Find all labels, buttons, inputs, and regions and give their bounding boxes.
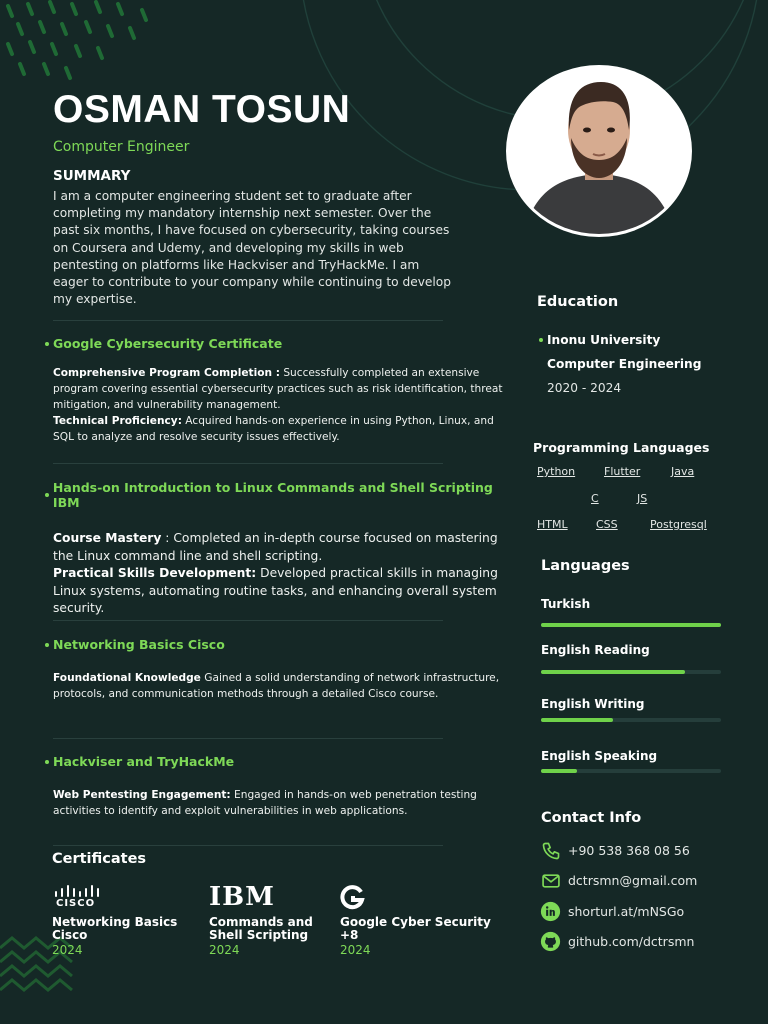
education-years: 2020 - 2024 xyxy=(547,381,622,395)
language-level-fill xyxy=(541,718,613,722)
bullet-icon xyxy=(539,338,543,342)
language-level-fill xyxy=(541,670,685,674)
language-level-bar xyxy=(541,623,721,627)
bullet-icon xyxy=(45,643,49,647)
item-label: Foundational Knowledge xyxy=(53,672,201,684)
dash-pattern-decoration xyxy=(0,0,170,90)
summary-text: I am a computer engineering student set to graduate after completing my mandatory internship next semester. Over the past six months, I have focused on cybersecurity, taking courses on Coursera and Udemy, and developing my skills in web pentesting on platforms like Hackviser and TryHackMe. I am eager to contribute to your company while continuing to develop my expertise. xyxy=(53,189,451,307)
experience-description xyxy=(53,787,515,819)
language-label: English Reading xyxy=(541,643,650,657)
education-degree: Computer Engineering xyxy=(547,357,702,371)
language-level-fill xyxy=(541,769,577,773)
bullet-icon xyxy=(45,493,49,497)
github-url: github.com/dctrsmn xyxy=(568,934,695,949)
certificates-heading: Certificates xyxy=(52,851,147,867)
item-label: Technical Proficiency: xyxy=(53,415,182,427)
contact-linkedin[interactable] xyxy=(540,901,684,922)
item-label: Course Mastery xyxy=(53,531,162,545)
experience-description xyxy=(53,365,515,445)
job-title: Computer Engineer xyxy=(53,139,190,155)
ibm-logo-icon xyxy=(209,883,339,911)
item-label: Practical Skills Development: xyxy=(53,566,257,580)
experience-linux-ibm xyxy=(45,480,515,618)
item-text: : Completed an in-depth course focused on mastering the Linux command line and shell scripting. xyxy=(53,531,498,563)
contact-github[interactable] xyxy=(540,931,694,952)
candidate-name: OSMAN TOSUN xyxy=(53,88,351,131)
experience-title: Hands-on Introduction to Linux Commands and Shell Scripting IBM xyxy=(52,480,493,510)
cisco-logo-text: CISCO xyxy=(56,898,96,909)
experience-title: Hackviser and TryHackMe xyxy=(53,754,235,769)
education-heading: Education xyxy=(537,294,619,310)
certificate-year: 2024 xyxy=(340,943,371,957)
contact-heading: Contact Info xyxy=(541,810,642,826)
item-text: Developed practical skills in managing Linux systems, automating routine tasks, and enhancing overall system security. xyxy=(53,566,498,615)
language-level-bar xyxy=(541,670,721,674)
section-divider xyxy=(53,620,443,621)
item-label: Comprehensive Program Completion : xyxy=(53,367,280,379)
email-address: dctrsmn@gmail.com xyxy=(568,873,698,888)
bullet-icon xyxy=(45,760,49,764)
profile-photo xyxy=(506,65,692,237)
skill-flutter: Flutter xyxy=(604,465,641,478)
skill-js: JS xyxy=(637,492,648,505)
item-text: Engaged in hands-on web penetration testing activities to identify and exploit vulnerabilities in web applications. xyxy=(53,789,477,817)
languages-heading: Languages xyxy=(541,558,630,574)
skill-html: HTML xyxy=(537,518,568,531)
experience-title: Networking Basics Cisco xyxy=(53,637,225,652)
experience-description xyxy=(53,670,515,702)
section-divider xyxy=(53,738,443,739)
university-name: Inonu University xyxy=(547,333,661,347)
skill-python: Python xyxy=(537,465,576,478)
skill-css: CSS xyxy=(596,518,618,531)
summary-heading: SUMMARY xyxy=(53,168,131,184)
experience-networking-cisco xyxy=(45,637,515,702)
certificate-name: Networking Basics Cisco xyxy=(52,915,178,942)
certificate-cisco xyxy=(52,883,182,957)
certificate-name: Google Cyber Security +8 xyxy=(340,915,491,942)
google-logo-icon xyxy=(340,883,500,911)
language-label: English Writing xyxy=(541,697,645,711)
language-level-fill xyxy=(541,623,721,627)
skill-java: Java xyxy=(671,465,695,478)
section-divider xyxy=(53,845,443,846)
experience-hackviser-tryhackme xyxy=(45,754,515,819)
item-text: Acquired hands-on experience in using Python, Linux, and SQL to analyze and resolve security issues effectively. xyxy=(53,415,494,443)
linkedin-icon xyxy=(540,901,561,922)
certificate-year: 2024 xyxy=(209,943,240,957)
item-label: Web Pentesting Engagement: xyxy=(53,789,231,801)
certificate-google xyxy=(340,883,500,957)
contact-email[interactable] xyxy=(540,870,697,891)
phone-icon xyxy=(540,840,561,861)
language-level-bar xyxy=(541,718,721,722)
ibm-logo-text: IBM xyxy=(209,882,275,912)
skill-postgresql: Postgresql xyxy=(650,518,707,531)
education-university xyxy=(539,333,660,347)
experience-description xyxy=(53,530,515,618)
contact-phone[interactable] xyxy=(540,840,690,861)
linkedin-url: shorturl.at/mNSGo xyxy=(568,904,685,919)
experience-google-cybersecurity xyxy=(45,336,515,445)
bullet-icon xyxy=(45,342,49,346)
programming-languages-heading: Programming Languages xyxy=(533,440,710,455)
section-divider xyxy=(53,463,443,464)
language-label: English Speaking xyxy=(541,749,658,763)
certificate-year: 2024 xyxy=(52,943,83,957)
language-level-bar xyxy=(541,769,721,773)
experience-title: Google Cybersecurity Certificate xyxy=(53,336,283,351)
github-icon xyxy=(540,931,561,952)
language-label: Turkish xyxy=(541,597,591,611)
item-text: Successfully completed an extensive program covering essential cybersecurity practices such as risk identification, threat mitigation, and vulnerability management. xyxy=(53,367,503,411)
certificate-ibm xyxy=(209,883,339,957)
skill-c: C xyxy=(591,492,599,505)
section-divider xyxy=(53,320,443,321)
certificate-name: Commands and Shell Scripting xyxy=(209,915,313,942)
mail-icon xyxy=(540,870,561,891)
item-text: Gained a solid understanding of network infrastructure, protocols, and communication methods through a detailed Cisco course. xyxy=(53,672,500,700)
phone-number: +90 538 368 08 56 xyxy=(568,843,690,858)
